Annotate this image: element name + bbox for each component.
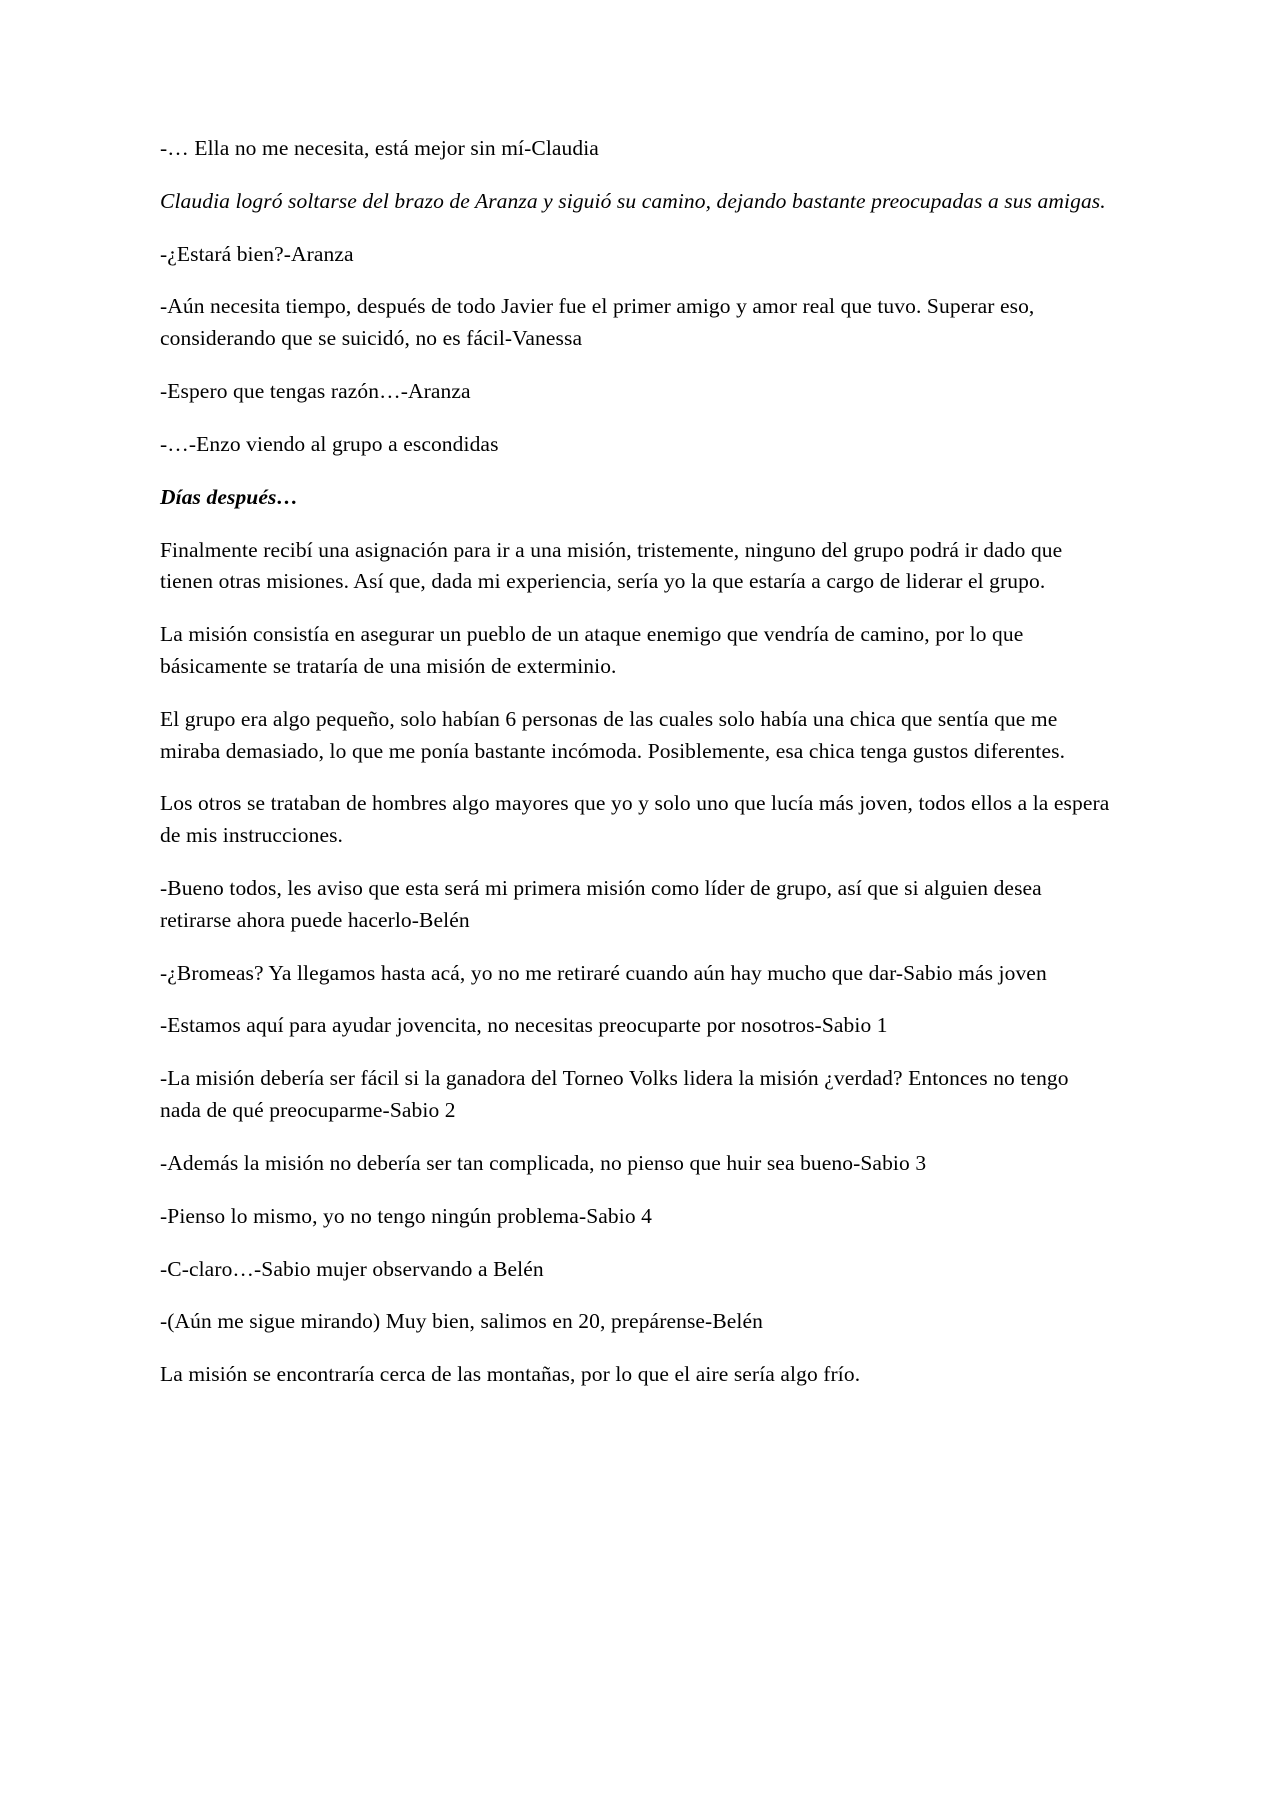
paragraph: -Bueno todos, les aviso que esta será mi primera misión como líder de grupo, así que si alguien desea retirarse ahora puede hacerlo-Belén xyxy=(160,876,1042,932)
paragraph: -Estamos aquí para ayudar jovencita, no necesitas preocuparte por nosotros-Sabio 1 xyxy=(160,1013,888,1038)
paragraph: -¿Estará bien?-Aranza xyxy=(160,241,354,266)
paragraph: -… Ella no me necesita, está mejor sin mí-Claudia xyxy=(160,136,599,160)
paragraph: -Además la misión no debería ser tan complicada, no pienso que huir sea bueno-Sabio 3 xyxy=(160,1150,927,1175)
paragraph: Días después… xyxy=(160,484,299,509)
paragraph: Los otros se trataban de hombres algo mayores que yo y solo uno que lucía más joven, todos ellos a la espera de mis instrucciones. xyxy=(160,791,1110,848)
paragraph: -C-claro…-Sabio mujer observando a Belén xyxy=(160,1256,544,1281)
paragraph: El grupo era algo pequeño, solo habían 6 personas de las cuales solo había una chica que sentía que me miraba demasiado, lo que me ponía bastante incómoda. Posiblemente, esa chica tenga gustos diferentes. xyxy=(160,706,1066,763)
document-content xyxy=(160,133,1115,1391)
paragraph: -(Aún me sigue mirando) Muy bien, salimos en 20, prepárense-Belén xyxy=(160,1309,763,1334)
paragraph: -Pienso lo mismo, yo no tengo ningún problema-Sabio 4 xyxy=(160,1203,652,1228)
paragraph: Finalmente recibí una asignación para ir a una misión, tristemente, ninguno del grupo podrá ir dado que tienen otras misiones. Así que, dada mi experiencia, sería yo la que estaría a cargo de liderar el grupo. xyxy=(160,537,1063,594)
paragraph: -¿Bromeas? Ya llegamos hasta acá, yo no me retiraré cuando aún hay mucho que dar-Sabio más joven xyxy=(160,960,1047,985)
paragraph: Claudia logró soltarse del brazo de Aranza y siguió su camino, dejando bastante preocupadas a sus amigas. xyxy=(160,188,1106,213)
paragraph: La misión consistía en asegurar un pueblo de un ataque enemigo que vendría de camino, por lo que básicamente se trataría de una misión de exterminio. xyxy=(160,622,1024,678)
paragraph: -Aún necesita tiempo, después de todo Javier fue el primer amigo y amor real que tuvo. Superar eso, considerando que se suicidó, no es fácil-Vanessa xyxy=(160,294,1035,351)
paragraph: -La misión debería ser fácil si la ganadora del Torneo Volks lidera la misión ¿verdad? Entonces no tengo nada de qué preocuparme-Sabio 2 xyxy=(160,1066,1069,1123)
paragraph: La misión se encontraría cerca de las montañas, por lo que el aire sería algo frío. xyxy=(160,1362,861,1387)
paragraph: -…-Enzo viendo al grupo a escondidas xyxy=(160,431,499,456)
paragraph: -Espero que tengas razón…-Aranza xyxy=(160,379,471,404)
